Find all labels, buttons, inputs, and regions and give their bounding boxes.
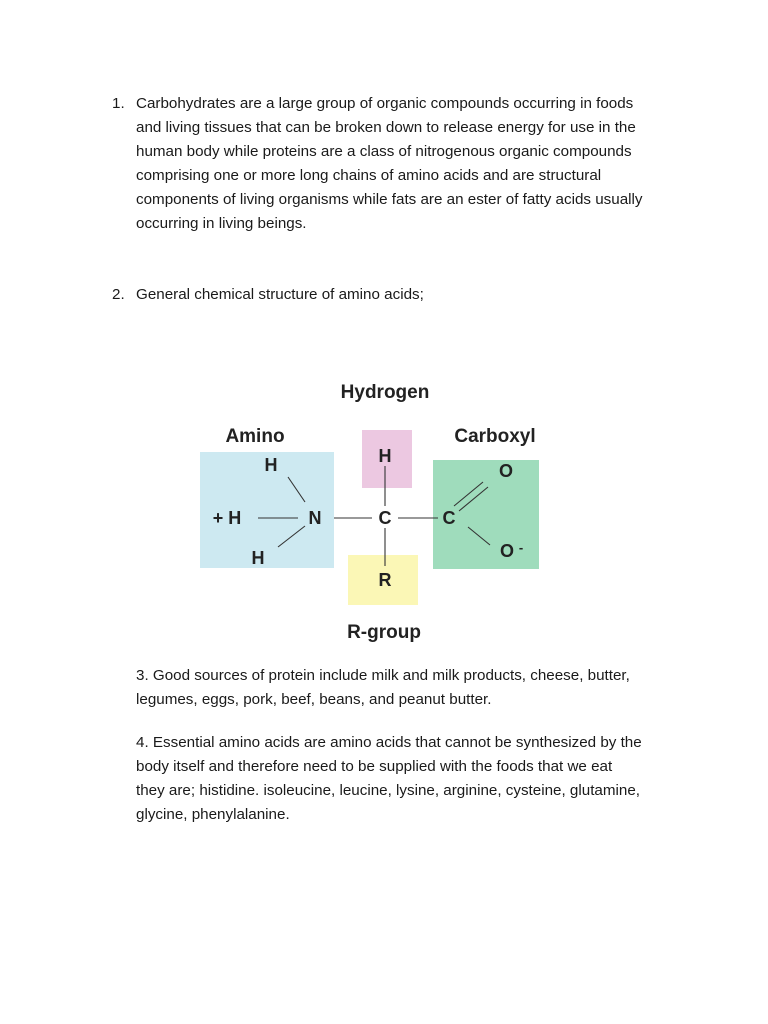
atom-c-alpha: C <box>378 508 392 528</box>
text-line: body itself and therefore need to be supplied with the foods that we eat <box>136 758 613 775</box>
hydrogen-label: Hydrogen <box>340 382 430 403</box>
amino-label: Amino <box>225 426 285 447</box>
atom-h-amino-top: H <box>264 455 278 475</box>
text-line: General chemical structure of amino acids; <box>136 286 424 303</box>
atom-o-minus: O <box>499 541 515 561</box>
text-line: 3. Good sources of protein include milk and milk products, cheese, butter, <box>136 667 630 684</box>
paragraph-4 <box>136 731 642 827</box>
atom-r: R <box>378 570 392 590</box>
text-line: occurring in living beings. <box>136 215 307 232</box>
text-line: components of living organisms while fats are an ester of fatty acids usually <box>136 191 643 208</box>
text-line: Carbohydrates are a large group of organic compounds occurring in foods <box>136 95 634 112</box>
paragraph-3 <box>136 664 630 712</box>
text-line: they are; histidine. isoleucine, leucine, lysine, arginine, cysteine, glutamine, <box>136 782 640 799</box>
atom-h-hydrogen: H <box>378 446 392 466</box>
minus-sign: - <box>518 540 524 555</box>
text-line: comprising one or more long chains of amino acids and are structural <box>136 167 602 184</box>
text-line: and living tissues that can be broken down to release energy for use in the <box>136 119 636 136</box>
atom-o-top: O <box>498 461 514 481</box>
text-line: glycine, phenylalanine. <box>136 806 290 823</box>
carboxyl-label: Carboxyl <box>454 426 536 447</box>
atom-h-amino-bottom: H <box>251 548 265 568</box>
text-line: legumes, eggs, pork, beef, beans, and peanut butter. <box>136 691 492 708</box>
atom-h-amino-plus: + H <box>212 508 242 528</box>
list-number-2: 2. <box>112 286 125 303</box>
list-number-1: 1. <box>112 95 125 112</box>
atom-c-carboxyl: C <box>442 508 456 528</box>
text-line: 4. Essential amino acids are amino acids that cannot be synthesized by the <box>136 734 642 751</box>
text-line: human body while proteins are a class of nitrogenous organic compounds <box>136 143 632 160</box>
rgroup-label: R-group <box>347 622 421 643</box>
atom-n: N <box>308 508 322 528</box>
